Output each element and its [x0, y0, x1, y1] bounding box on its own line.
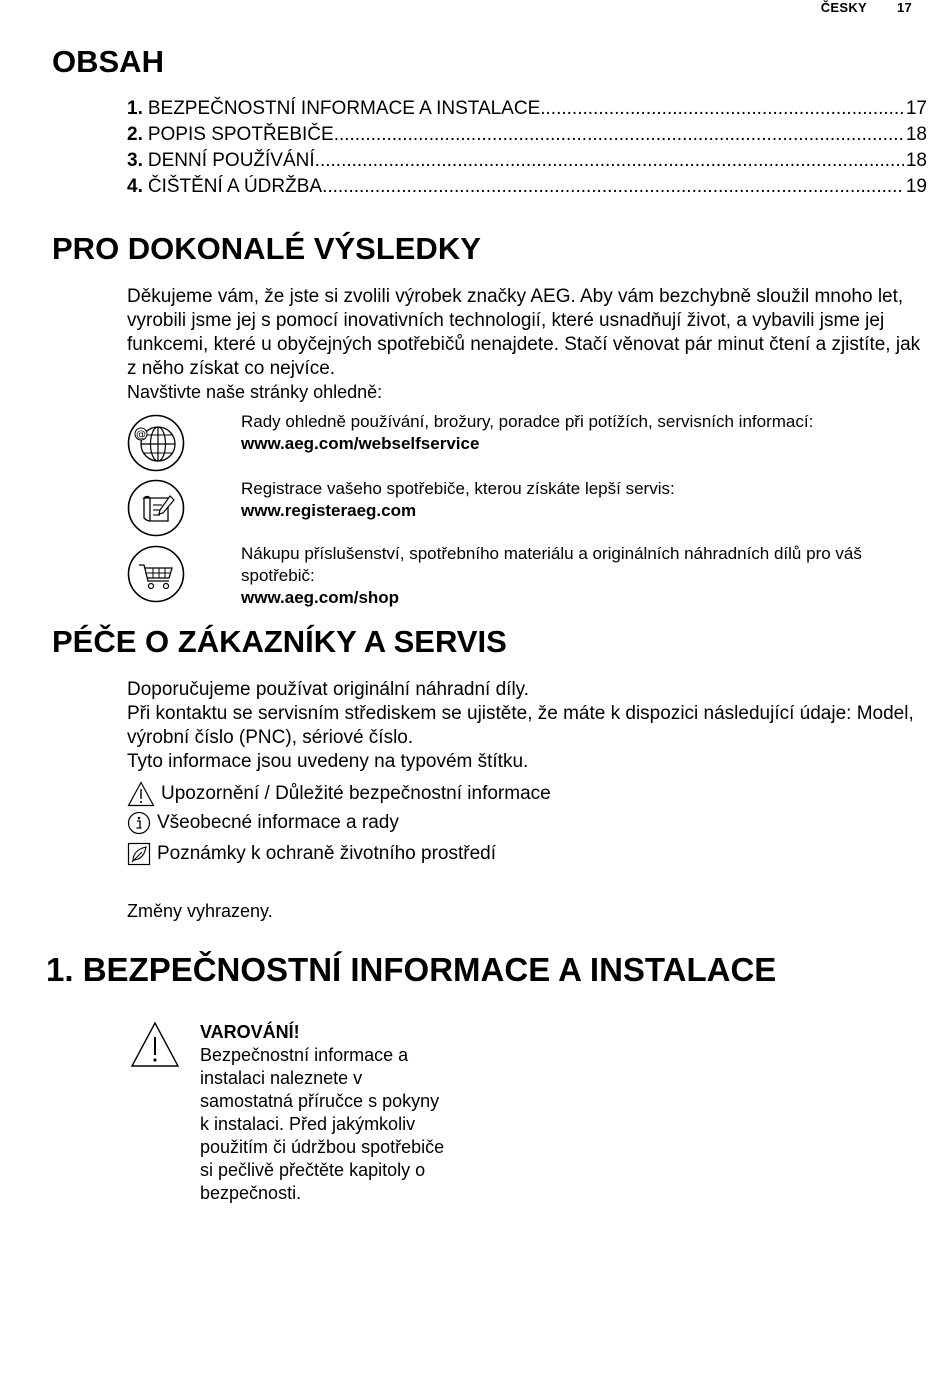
- language-label: ČESKY: [820, 0, 868, 15]
- toc-item-description[interactable]: [127, 124, 927, 150]
- warning-block: [200, 1021, 450, 1205]
- toc-leader-dots: [540, 98, 904, 120]
- safety-section-title: 1. BEZPEČNOSTNÍ INFORMACE A INSTALACE: [46, 951, 777, 988]
- toc-item-number: 4.: [127, 176, 143, 197]
- link-item-shop: [127, 545, 927, 605]
- web-globe-icon: [127, 414, 185, 472]
- toc-item-label: DENNÍ POUŽÍVÁNÍ: [147, 150, 315, 171]
- registration-form-icon: [127, 479, 185, 537]
- shopping-cart-icon: [127, 545, 185, 603]
- service-line: Při kontaktu se servisním střediskem se ujistěte, že máte k dispozici následující údaje: Model, výrobní číslo (PNC), sériové číslo.: [127, 703, 914, 748]
- symbol-label: Poznámky k ochraně životního prostředí: [157, 843, 497, 864]
- service-text: [127, 678, 927, 774]
- link-item-register: [127, 479, 927, 539]
- page-header: [821, 0, 912, 15]
- toc-item-page: 17: [905, 98, 927, 119]
- toc-item-label: BEZPEČNOSTNÍ INFORMACE A INSTALACE: [147, 98, 541, 119]
- toc-leader-dots: [334, 124, 904, 146]
- service-line: Doporučujeme používat originální náhradní díly.: [127, 679, 530, 700]
- link-url-shop[interactable]: www.aeg.com/shop: [241, 588, 400, 607]
- toc-item-label: POPIS SPOTŘEBIČE: [147, 124, 334, 145]
- warning-triangle-icon: [127, 781, 155, 807]
- toc-item-cleaning[interactable]: [127, 176, 927, 202]
- results-title: PRO DOKONALÉ VÝSLEDKY: [52, 231, 481, 266]
- table-of-contents: [127, 98, 927, 202]
- contents-title: OBSAH: [52, 44, 164, 79]
- page-number: 17: [896, 0, 912, 15]
- visit-label: Navštivte naše stránky ohledně:: [127, 382, 383, 402]
- link-description: Rady ohledně používání, brožury, poradce při potížích, servisních informací:: [241, 412, 814, 431]
- warning-triangle-icon: [127, 1020, 183, 1070]
- link-url-webselfservice[interactable]: www.aeg.com/webselfservice: [241, 434, 480, 453]
- warning-title: VAROVÁNÍ!: [200, 1022, 300, 1042]
- symbol-info-row: [127, 811, 399, 835]
- svg-text:@: @: [136, 429, 146, 441]
- toc-leader-dots: [315, 150, 904, 172]
- symbol-environment-row: [127, 842, 496, 866]
- toc-item-label: ČIŠTĚNÍ A ÚDRŽBA: [147, 176, 323, 197]
- toc-item-number: 2.: [127, 124, 143, 145]
- warning-text: Bezpečnostní informace a instalaci naleznete v samostatná příručce s pokyny k instalaci. Před jakýmkoliv použitím či údržbou spotřebiče si pečlivě přečtěte kapitoly o bezpečnosti.: [200, 1045, 445, 1203]
- toc-item-number: 3.: [127, 150, 143, 171]
- link-description: Nákupu příslušenství, spotřebního materiálu a originálních náhradních dílů pro váš spotřebič:: [241, 544, 862, 585]
- toc-item-number: 1.: [127, 98, 143, 119]
- toc-item-page: 18: [905, 150, 927, 171]
- link-description: Registrace vašeho spotřebiče, kterou získáte lepší servis:: [241, 479, 675, 498]
- symbol-warning-row: [127, 781, 551, 807]
- changes-note: Změny vyhrazeny.: [127, 901, 273, 921]
- toc-item-safety[interactable]: [127, 98, 927, 124]
- link-url-register[interactable]: www.registeraeg.com: [241, 501, 417, 520]
- link-item-webselfservice: [127, 414, 927, 474]
- service-title: PÉČE O ZÁKAZNÍKY A SERVIS: [52, 624, 507, 659]
- toc-item-page: 19: [905, 176, 927, 197]
- info-icon: [127, 811, 151, 835]
- symbol-label: Upozornění / Důležité bezpečnostní informace: [161, 783, 551, 804]
- toc-item-daily-use[interactable]: [127, 150, 927, 176]
- service-line: Tyto informace jsou uvedeny na typovém štítku.: [127, 751, 529, 772]
- results-intro: Děkujeme vám, že jste si zvolili výrobek značky AEG. Aby vám bezchybně sloužil mnoho let, vyrobili jsme jej s pomocí inovativních technologií, které usnadňují život, a vybavili jsme jej funkcemi, které u obyčejných spotřebičů nenajdete. Stačí věnovat pár minut čtení a zjistíte, jak z něho získat co nejvíce.: [127, 286, 921, 379]
- environment-leaf-icon: [127, 842, 151, 866]
- toc-item-page: 18: [905, 124, 927, 145]
- toc-leader-dots: [322, 176, 904, 198]
- symbol-label: Všeobecné informace a rady: [157, 812, 399, 833]
